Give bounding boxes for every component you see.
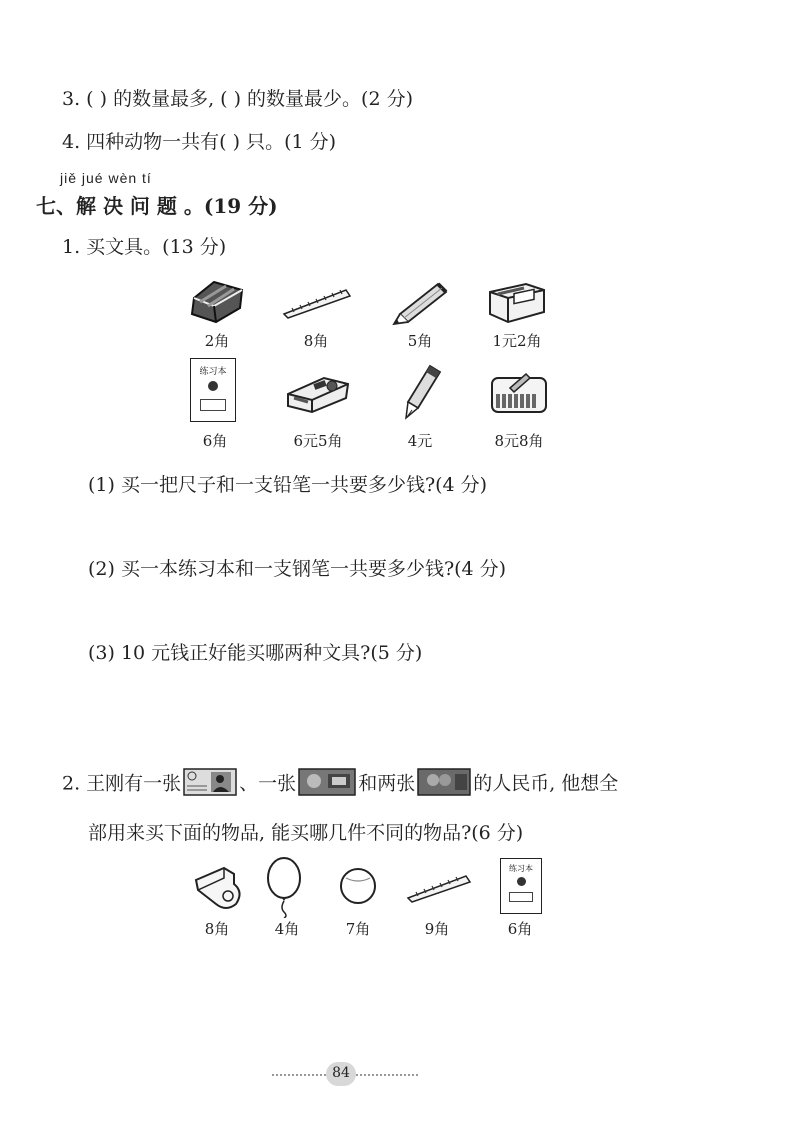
problem-1-sub-3: (3) 10 元钱正好能买哪两种文具?(5 分) [88,642,423,664]
problem-1-sub-2: (2) 买一本练习本和一支钢笔一共要多少钱?(4 分) [88,558,507,580]
page-number: 84 [332,1065,350,1081]
problem-2-text-c: 和两张 [358,772,416,795]
banknote-5-jiao-icon [298,768,356,801]
ruler-icon [280,284,352,320]
fountain-pen-icon [390,360,446,422]
price-pencil: 5角 [407,332,433,350]
page-divider-left [272,1074,330,1076]
price-crayon-box: 8元8角 [494,432,544,450]
problem-2-text-a: 2. 王刚有一张 [62,772,182,795]
section-title: 七、解 决 问 题 。(19 分) [36,194,278,218]
notebook-label: 练习本 [199,367,227,377]
whistle-icon [190,862,246,914]
problem-1-title: 1. 买文具。(13 分) [62,236,227,258]
notebook-label: 练习本 [509,864,533,873]
pencil-case-icon [284,372,352,416]
price-pencil-case: 6元5角 [293,432,343,450]
banknote-1-yuan-icon [183,768,237,801]
problem-2-text-b: 、一张 [239,772,297,795]
price-notebook-2: 6角 [507,920,533,938]
notebook-icon [500,858,542,914]
price-eraser: 2角 [204,332,230,350]
price-whistle: 8角 [204,920,230,938]
price-ruler: 8角 [303,332,329,350]
notebook-icon [190,358,236,422]
problem-2-line-2: 部用来买下面的物品, 能买哪几件不同的物品?(6 分) [88,822,524,844]
problem-2-line-1 [62,768,618,801]
pencil-sharpener-icon [484,276,550,326]
ruler-icon [404,870,472,904]
eraser-icon [186,276,248,326]
price-ball: 7角 [345,920,371,938]
price-notebook: 6角 [202,432,228,450]
balloon-icon [264,856,304,918]
problem-1-sub-1: (1) 买一把尺子和一支铅笔一共要多少钱?(4 分) [88,474,488,496]
price-pencil-sharpener: 1元2角 [492,332,542,350]
price-ruler-2: 9角 [424,920,450,938]
crayon-box-icon [486,364,552,420]
ball-icon [338,866,378,906]
question-3: 3. ( ) 的数量最多, ( ) 的数量最少。(2 分) [62,88,414,110]
question-4: 4. 四种动物一共有( ) 只。(1 分) [62,131,337,153]
banknote-1-jiao-icon [417,768,471,801]
section-pinyin: jiě jué wèn tí [60,170,152,186]
price-fountain-pen: 4元 [407,432,433,450]
price-balloon: 4角 [274,920,300,938]
pencil-icon [388,276,452,326]
page-divider-right [356,1074,418,1076]
problem-2-text-d: 的人民币, 他想全 [473,772,619,795]
